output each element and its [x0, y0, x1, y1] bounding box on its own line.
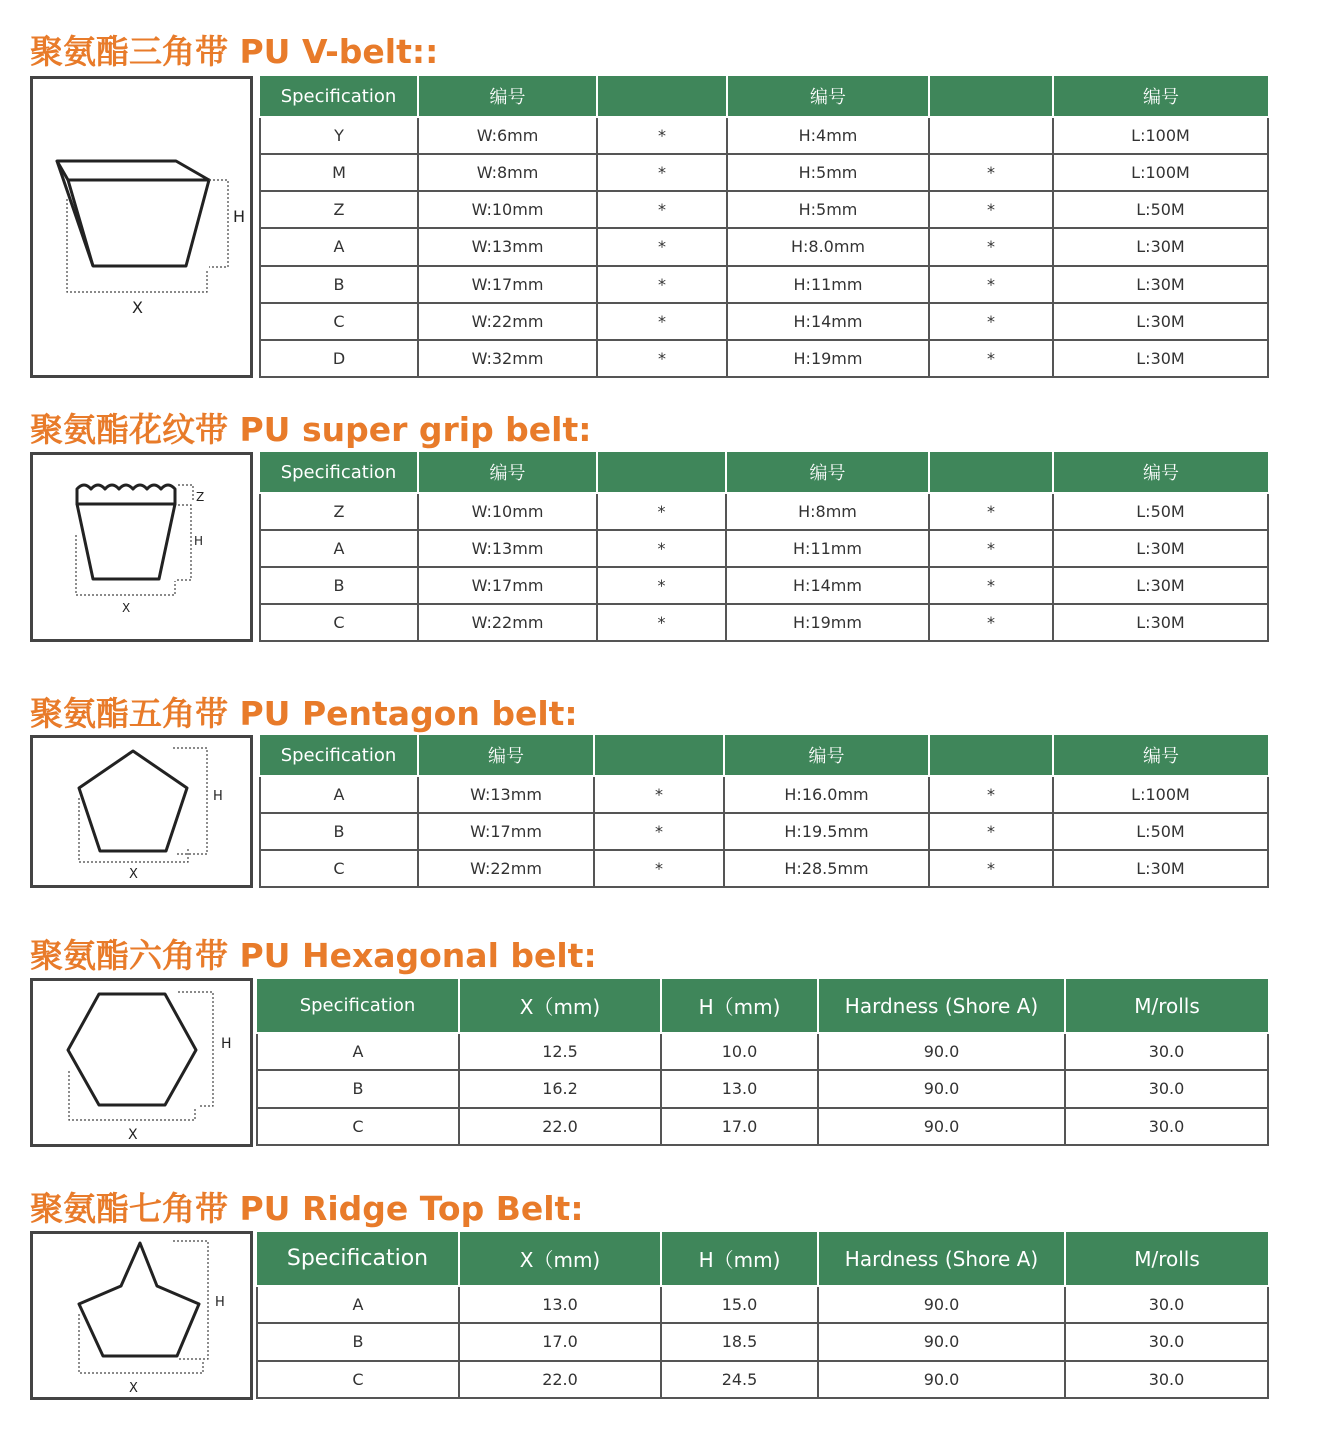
separator-cell: * — [929, 604, 1053, 641]
table-row — [257, 1070, 1268, 1107]
header-code: 编号 — [418, 735, 594, 776]
separator-cell — [929, 117, 1053, 154]
separator-cell: * — [597, 567, 726, 604]
separator-cell: * — [597, 191, 727, 228]
header-m-rolls: M/rolls — [1065, 1232, 1268, 1286]
spec-cell: D — [260, 340, 418, 377]
ridge-top-belt-diagram — [30, 1231, 253, 1400]
header-h-mm: H（mm) — [661, 979, 818, 1033]
hexagon-x-label: X — [128, 1127, 138, 1143]
height-cell: H:8.0mm — [727, 228, 929, 265]
rolls-cell: 30.0 — [1065, 1108, 1268, 1145]
spec-cell: C — [260, 850, 418, 887]
table-row — [260, 813, 1268, 850]
width-cell: W:10mm — [418, 191, 597, 228]
length-cell: L:30M — [1053, 228, 1268, 265]
separator-cell: * — [597, 266, 727, 303]
spec-cell: A — [257, 1033, 459, 1070]
separator-cell: * — [594, 850, 724, 887]
h-cell: 13.0 — [661, 1070, 818, 1107]
height-cell: H:19mm — [726, 604, 929, 641]
width-cell: W:22mm — [418, 850, 594, 887]
height-cell: H:19.5mm — [724, 813, 929, 850]
table-row — [260, 604, 1268, 641]
ridge-x-label: X — [129, 1381, 138, 1396]
separator-cell: * — [594, 813, 724, 850]
height-cell: H:19mm — [727, 340, 929, 377]
length-cell: L:50M — [1053, 191, 1268, 228]
x-cell: 17.0 — [459, 1323, 661, 1360]
separator-cell: * — [929, 191, 1053, 228]
table-row — [260, 117, 1268, 154]
hardness-cell: 90.0 — [818, 1361, 1065, 1398]
length-cell: L:30M — [1053, 567, 1268, 604]
height-cell: H:4mm — [727, 117, 929, 154]
table-row — [260, 191, 1268, 228]
spec-cell: Y — [260, 117, 418, 154]
ridge-top-belt-table — [256, 1232, 1269, 1399]
separator-cell: * — [597, 340, 727, 377]
spec-cell: B — [260, 266, 418, 303]
separator-cell: * — [929, 530, 1053, 567]
table-row — [257, 1323, 1268, 1360]
table-header-row — [257, 1232, 1268, 1286]
separator-cell: * — [929, 340, 1053, 377]
x-cell: 22.0 — [459, 1108, 661, 1145]
header-x-mm: X（mm) — [459, 979, 661, 1033]
width-cell: W:8mm — [418, 154, 597, 191]
hardness-cell: 90.0 — [818, 1070, 1065, 1107]
separator-cell: * — [929, 266, 1053, 303]
length-cell: L:30M — [1053, 340, 1268, 377]
x-cell: 16.2 — [459, 1070, 661, 1107]
spec-cell: B — [260, 813, 418, 850]
pentagon-belt-diagram — [30, 735, 253, 888]
width-cell: W:22mm — [418, 303, 597, 340]
header-code: 编号 — [1053, 76, 1268, 117]
length-cell: L:30M — [1053, 604, 1268, 641]
table-row — [260, 303, 1268, 340]
length-cell: L:50M — [1053, 813, 1268, 850]
length-cell: L:30M — [1053, 266, 1268, 303]
spec-cell: B — [260, 567, 418, 604]
height-cell: H:16.0mm — [724, 776, 929, 813]
height-cell: H:14mm — [727, 303, 929, 340]
separator-cell: * — [929, 776, 1053, 813]
rolls-cell: 30.0 — [1065, 1070, 1268, 1107]
spec-cell: B — [257, 1323, 459, 1360]
separator-cell: * — [597, 493, 726, 530]
header-x-mm: X（mm) — [459, 1232, 661, 1286]
table-row — [260, 776, 1268, 813]
height-cell: H:28.5mm — [724, 850, 929, 887]
separator-cell: * — [597, 530, 726, 567]
header-code: 编号 — [726, 452, 929, 493]
header-hardness: Hardness (Shore A) — [818, 979, 1065, 1033]
grip-z-label: Z — [196, 490, 205, 504]
spec-cell: A — [257, 1286, 459, 1323]
length-cell: L:30M — [1053, 303, 1268, 340]
length-cell: L:100M — [1053, 117, 1268, 154]
section-title-super-grip-belt: 聚氨酯花纹带 PU super grip belt: — [30, 410, 592, 449]
header-code: 编号 — [1053, 735, 1268, 776]
separator-cell: * — [929, 813, 1053, 850]
height-cell: H:11mm — [726, 530, 929, 567]
x-cell: 12.5 — [459, 1033, 661, 1070]
width-cell: W:13mm — [418, 776, 594, 813]
h-cell: 24.5 — [661, 1361, 818, 1398]
hardness-cell: 90.0 — [818, 1286, 1065, 1323]
table-row — [257, 1361, 1268, 1398]
header-blank — [929, 452, 1053, 493]
hexagonal-belt-diagram — [30, 978, 253, 1147]
super-grip-belt-table — [259, 452, 1269, 642]
header-code: 编号 — [724, 735, 929, 776]
width-cell: W:17mm — [418, 813, 594, 850]
table-header-row — [260, 76, 1268, 117]
header-h-mm: H（mm) — [661, 1232, 818, 1286]
separator-cell: * — [597, 228, 727, 265]
table-header-row — [257, 979, 1268, 1033]
width-cell: W:6mm — [418, 117, 597, 154]
header-specification: Specification — [257, 979, 459, 1033]
table-header-row — [260, 735, 1268, 776]
spec-cell: C — [257, 1108, 459, 1145]
hardness-cell: 90.0 — [818, 1033, 1065, 1070]
header-code: 编号 — [418, 76, 597, 117]
separator-cell: * — [929, 493, 1053, 530]
rolls-cell: 30.0 — [1065, 1323, 1268, 1360]
length-cell: L:50M — [1053, 493, 1268, 530]
v-belt-h-label: H — [233, 207, 246, 226]
header-specification: Specification — [260, 76, 418, 117]
h-cell: 15.0 — [661, 1286, 818, 1323]
x-cell: 22.0 — [459, 1361, 661, 1398]
separator-cell: * — [597, 303, 727, 340]
hexagon-h-label: H — [221, 1036, 232, 1052]
v-belt-x-label: X — [132, 298, 143, 317]
spec-cell: A — [260, 530, 418, 567]
width-cell: W:17mm — [418, 266, 597, 303]
header-specification: Specification — [260, 735, 418, 776]
width-cell: W:17mm — [418, 567, 597, 604]
length-cell: L:30M — [1053, 530, 1268, 567]
h-cell: 17.0 — [661, 1108, 818, 1145]
spec-cell: Z — [260, 493, 418, 530]
spec-cell: A — [260, 228, 418, 265]
v-belt-icon — [33, 79, 250, 375]
width-cell: W:13mm — [418, 228, 597, 265]
v-belt-diagram — [30, 76, 253, 378]
table-header-row — [260, 452, 1268, 493]
height-cell: H:11mm — [727, 266, 929, 303]
header-m-rolls: M/rolls — [1065, 979, 1268, 1033]
separator-cell: * — [929, 154, 1053, 191]
v-belt-table — [259, 76, 1269, 378]
header-code: 编号 — [1053, 452, 1268, 493]
spec-cell: B — [257, 1070, 459, 1107]
header-code: 编号 — [727, 76, 929, 117]
ridge-top-belt-icon — [33, 1234, 250, 1397]
rolls-cell: 30.0 — [1065, 1033, 1268, 1070]
header-blank — [597, 452, 726, 493]
pentagon-belt-icon — [33, 738, 250, 885]
length-cell: L:30M — [1053, 850, 1268, 887]
hexagonal-belt-icon — [33, 981, 250, 1144]
separator-cell: * — [597, 154, 727, 191]
separator-cell: * — [597, 604, 726, 641]
width-cell: W:10mm — [418, 493, 597, 530]
spec-cell: M — [260, 154, 418, 191]
width-cell: W:32mm — [418, 340, 597, 377]
hardness-cell: 90.0 — [818, 1108, 1065, 1145]
grip-h-label: H — [194, 534, 204, 548]
spec-cell: C — [260, 303, 418, 340]
table-row — [257, 1286, 1268, 1323]
separator-cell: * — [929, 228, 1053, 265]
spec-cell: A — [260, 776, 418, 813]
table-row — [260, 850, 1268, 887]
header-blank — [929, 76, 1053, 117]
grip-x-label: X — [122, 601, 131, 615]
hardness-cell: 90.0 — [818, 1323, 1065, 1360]
header-blank — [594, 735, 724, 776]
super-grip-belt-diagram — [30, 452, 253, 642]
table-row — [257, 1033, 1268, 1070]
header-code: 编号 — [418, 452, 597, 493]
pentagon-h-label: H — [213, 789, 223, 804]
separator-cell: * — [929, 567, 1053, 604]
spec-cell: C — [260, 604, 418, 641]
table-row — [260, 340, 1268, 377]
table-row — [260, 493, 1268, 530]
height-cell: H:5mm — [727, 191, 929, 228]
separator-cell: * — [929, 303, 1053, 340]
rolls-cell: 30.0 — [1065, 1286, 1268, 1323]
h-cell: 10.0 — [661, 1033, 818, 1070]
hexagonal-belt-table — [256, 979, 1269, 1146]
table-row — [260, 154, 1268, 191]
height-cell: H:14mm — [726, 567, 929, 604]
section-title-v-belt: 聚氨酯三角带 PU V-belt:: — [30, 32, 439, 71]
width-cell: W:22mm — [418, 604, 597, 641]
width-cell: W:13mm — [418, 530, 597, 567]
header-blank — [929, 735, 1053, 776]
rolls-cell: 30.0 — [1065, 1361, 1268, 1398]
table-row — [260, 266, 1268, 303]
h-cell: 18.5 — [661, 1323, 818, 1360]
section-title-pentagon-belt: 聚氨酯五角带 PU Pentagon belt: — [30, 694, 578, 733]
pentagon-belt-table — [259, 735, 1269, 888]
length-cell: L:100M — [1053, 776, 1268, 813]
header-specification: Specification — [260, 452, 418, 493]
spec-cell: Z — [260, 191, 418, 228]
separator-cell: * — [594, 776, 724, 813]
header-specification: Specification — [257, 1232, 459, 1286]
table-row — [260, 228, 1268, 265]
height-cell: H:8mm — [726, 493, 929, 530]
ridge-h-label: H — [215, 1295, 225, 1310]
header-blank — [597, 76, 727, 117]
pentagon-x-label: X — [129, 867, 138, 882]
x-cell: 13.0 — [459, 1286, 661, 1323]
height-cell: H:5mm — [727, 154, 929, 191]
super-grip-belt-icon — [33, 455, 250, 639]
spec-cell: C — [257, 1361, 459, 1398]
table-row — [260, 530, 1268, 567]
section-title-ridge-top-belt: 聚氨酯七角带 PU Ridge Top Belt: — [30, 1189, 584, 1228]
header-hardness: Hardness (Shore A) — [818, 1232, 1065, 1286]
length-cell: L:100M — [1053, 154, 1268, 191]
separator-cell: * — [597, 117, 727, 154]
separator-cell: * — [929, 850, 1053, 887]
table-row — [260, 567, 1268, 604]
table-row — [257, 1108, 1268, 1145]
section-title-hexagonal-belt: 聚氨酯六角带 PU Hexagonal belt: — [30, 936, 597, 975]
